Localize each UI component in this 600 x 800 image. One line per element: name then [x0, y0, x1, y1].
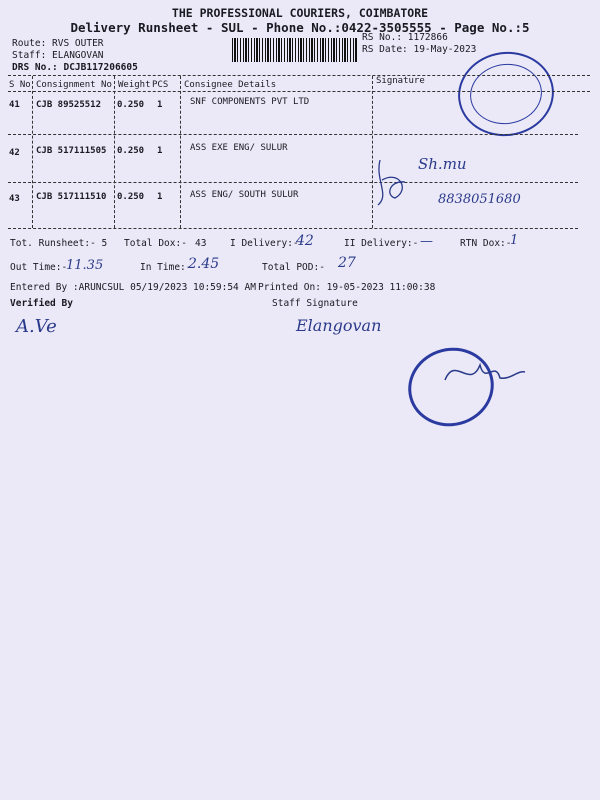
- in-time-value: 2.45: [188, 256, 220, 272]
- in-time-label: In Time:-: [140, 262, 192, 273]
- total-dox-label: Total Dox:-: [124, 238, 187, 249]
- total-pod-value: 27: [338, 255, 356, 271]
- row-42-sno: 42: [9, 148, 20, 158]
- row-42-weight: 0.250: [117, 146, 145, 156]
- total-dox-value: 43: [195, 238, 207, 249]
- ii-delivery-label: II Delivery:-: [344, 238, 419, 249]
- row-43-consignee: ASS ENG/ SOUTH SULUR: [190, 190, 299, 200]
- rs-number: RS No.: 1172866: [362, 32, 448, 43]
- row-43-consignment: CJB 517111510: [36, 192, 107, 202]
- runsheet-title: Delivery Runsheet - SUL - Phone No.:0422-3505555 - Page No.:5: [70, 20, 530, 35]
- out-time-label: Out Time:-: [10, 262, 68, 273]
- rs-date: RS Date: 19-May-2023: [362, 44, 477, 55]
- row-42-pcs: 1: [157, 146, 163, 156]
- barcode-image: [232, 38, 358, 62]
- rtn-dox-value: 1: [510, 233, 519, 248]
- col-divider: [180, 76, 181, 228]
- row-43-pcs: 1: [157, 192, 163, 202]
- row-divider: [8, 134, 578, 135]
- company-seal-stamp: [453, 46, 560, 143]
- col-divider: [114, 76, 115, 228]
- i-delivery-label: I Delivery:-: [230, 238, 299, 249]
- out-time-value: 11.35: [66, 258, 104, 273]
- row-43-weight: 0.250: [117, 192, 145, 202]
- route-label: Route: RVS OUTER: [12, 38, 104, 49]
- printed-on: Printed On: 19-05-2023 11:00:38: [258, 282, 436, 293]
- table-header-divider: [8, 91, 590, 92]
- i-delivery-value: 42: [296, 233, 314, 249]
- staff-signature: Elangovan: [296, 316, 382, 335]
- verified-by-signature: A.Ve: [16, 316, 57, 337]
- header-sno: S No: [9, 80, 31, 90]
- tot-runsheet: Tot. Runsheet:- 5: [10, 238, 108, 249]
- row-41-weight: 0.250: [117, 100, 145, 110]
- table-top-border: [8, 75, 590, 76]
- header-pcs: PCS: [152, 80, 169, 90]
- staff-signature-label: Staff Signature: [272, 298, 358, 309]
- row-41-pcs: 1: [157, 100, 163, 110]
- header-consignee-details: Consignee Details: [184, 80, 277, 90]
- entered-by: Entered By :ARUNCSUL 05/19/2023 10:59:54 AM: [10, 282, 256, 293]
- staff-label: Staff: ELANGOVAN: [12, 50, 104, 61]
- row-42-consignment: CJB 517111505: [36, 146, 107, 156]
- verified-by-label: Verified By: [10, 298, 73, 309]
- rtn-dox-label: RTN Dox:-: [460, 238, 512, 249]
- ii-delivery-value: —: [420, 234, 433, 249]
- table-bottom-border: [8, 228, 578, 229]
- row-42-signature-scribble: [370, 150, 430, 210]
- col-divider: [32, 76, 33, 228]
- company-title: THE PROFESSIONAL COURIERS, COIMBATORE: [171, 6, 429, 20]
- row-42-signature: Sh.mu: [418, 155, 467, 173]
- row-divider: [8, 182, 578, 183]
- row-43-phone: 8838051680: [438, 192, 521, 207]
- row-41-consignee: SNF COMPONENTS PVT LTD: [190, 97, 310, 107]
- row-42-consignee: ASS EXE ENG/ SULUR: [190, 143, 288, 153]
- header-signature: Signature: [376, 76, 425, 86]
- header-consignment-no: Consignment No: [36, 80, 112, 90]
- drs-number: DRS No.: DCJB117206605: [12, 62, 138, 73]
- stamp-signature-scribble: [440, 350, 530, 400]
- row-43-sno: 43: [9, 194, 20, 204]
- total-pod-label: Total POD:-: [262, 262, 325, 273]
- header-weight: Weight: [118, 80, 151, 90]
- row-41-sno: 41: [9, 100, 20, 110]
- row-41-consignment: CJB 89525512: [36, 100, 102, 110]
